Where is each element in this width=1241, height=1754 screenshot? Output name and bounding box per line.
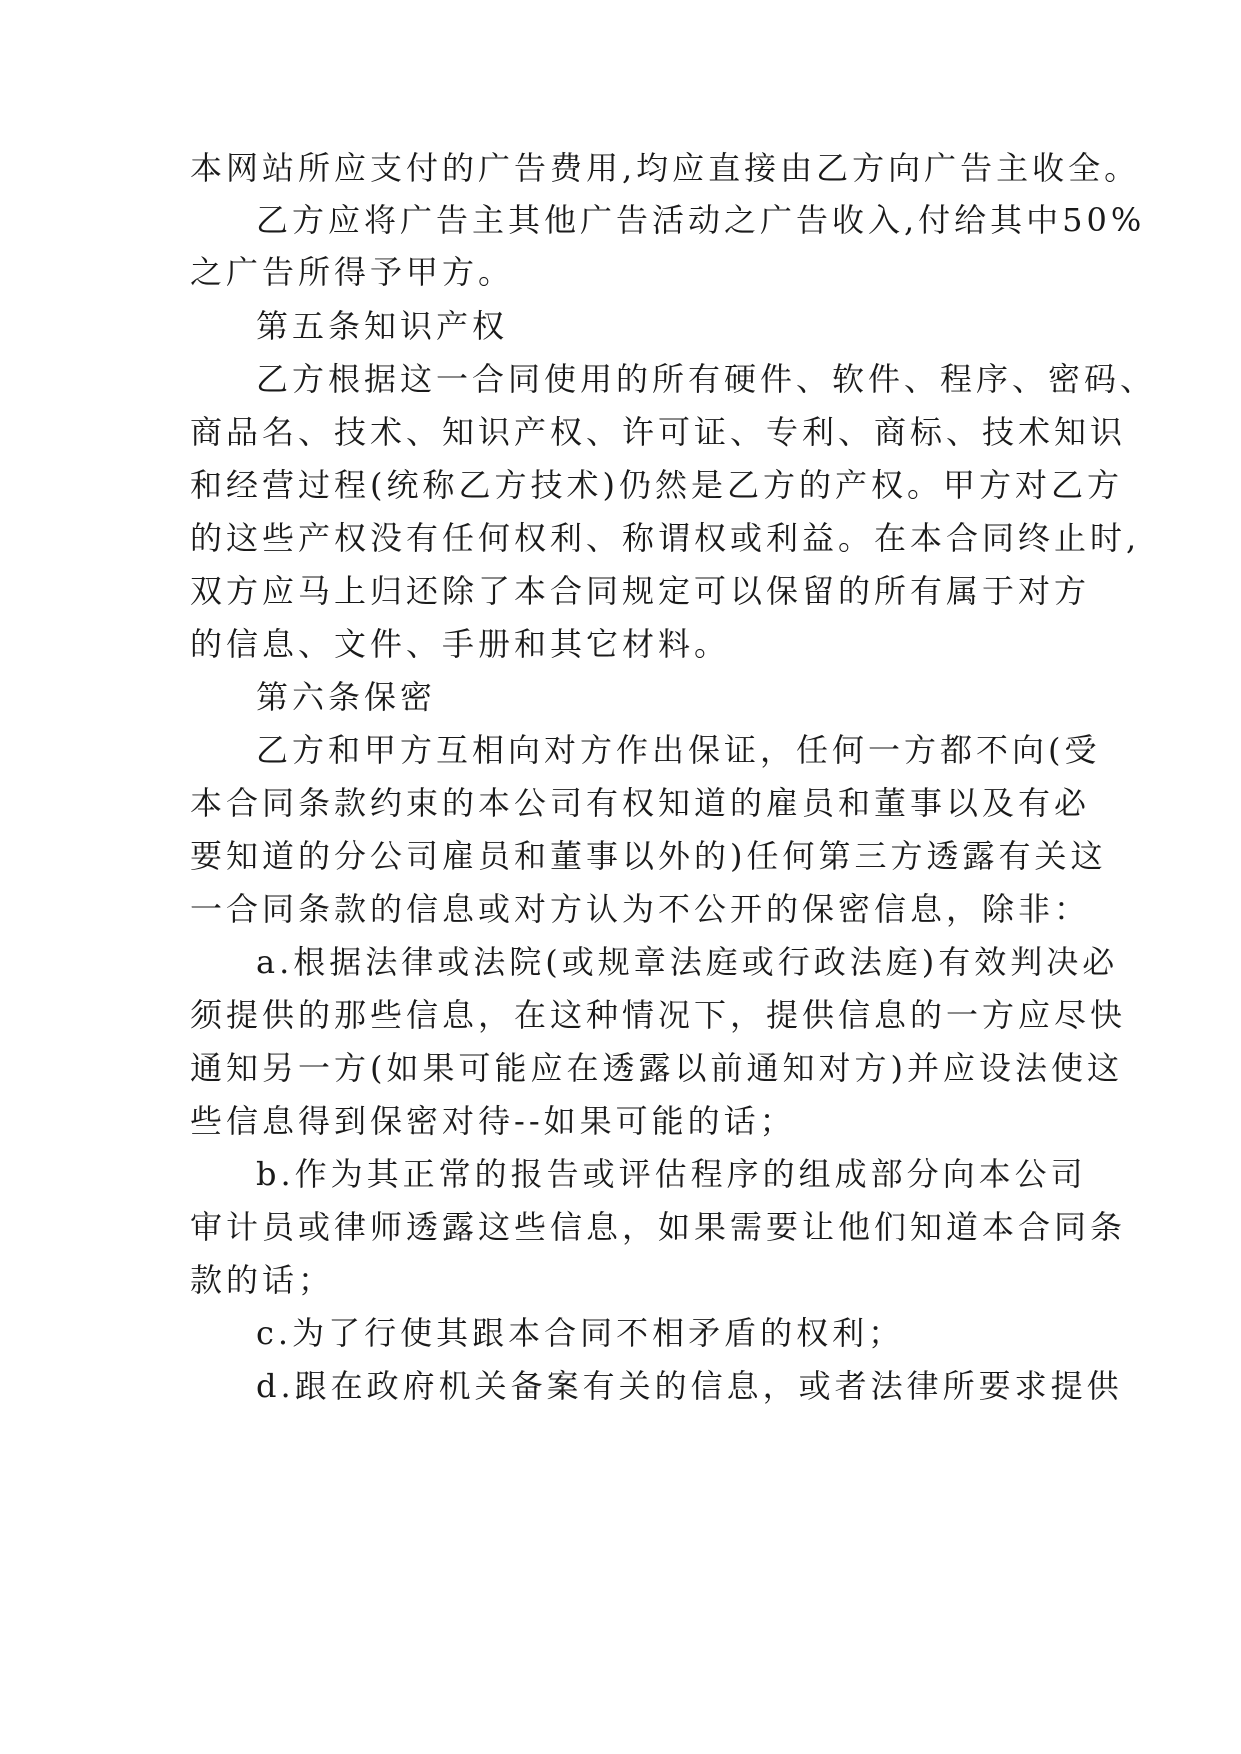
text-line: 乙方应将广告主其他广告活动之广告收入,付给其中50% xyxy=(256,201,1146,239)
list-item: b.作为其正常的报告或评估程序的组成部分向本公司 xyxy=(256,1155,1087,1193)
text-line: 审计员或律师透露这些信息，如果需要让他们知道本合同条 xyxy=(190,1208,1127,1246)
text-line: 的这些产权没有任何权利、称谓权或利益。在本合同终止时, xyxy=(190,519,1141,557)
text-line: 要知道的分公司雇员和董事以外的)任何第三方透露有关这 xyxy=(190,837,1107,875)
text-line: 一合同条款的信息或对方认为不公开的保密信息，除非： xyxy=(190,890,1091,928)
text-line: 之广告所得予甲方。 xyxy=(190,253,515,291)
text-line: 本网站所应支付的广告费用,均应直接由乙方向广告主收全。 xyxy=(190,149,1141,187)
text-line: 的信息、文件、手册和其它材料。 xyxy=(190,625,731,663)
text-line: 商品名、技术、知识产权、许可证、专利、商标、技术知识 xyxy=(190,413,1127,451)
list-item: a.根据法律或法院(或规章法庭或行政法庭)有效判决必 xyxy=(256,943,1119,981)
text-line: 通知另一方(如果可能应在透露以前通知对方)并应设法使这 xyxy=(190,1049,1123,1087)
text-line: 些信息得到保密对待--如果可能的话； xyxy=(190,1102,796,1140)
list-item: c.为了行使其跟本合同不相矛盾的权利； xyxy=(256,1314,905,1352)
text-line: 双方应马上归还除了本合同规定可以保留的所有属于对方 xyxy=(190,572,1091,610)
list-item: d.跟在政府机关备案有关的信息，或者法律所要求提供 xyxy=(256,1367,1123,1405)
text-line: 和经营过程(统称乙方技术)仍然是乙方的产权。甲方对乙方 xyxy=(190,466,1123,504)
text-line: 须提供的那些信息，在这种情况下，提供信息的一方应尽快 xyxy=(190,996,1127,1034)
text-line: 乙方根据这一合同使用的所有硬件、软件、程序、密码、 xyxy=(256,360,1157,398)
text-line: 本合同条款约束的本公司有权知道的雇员和董事以及有必 xyxy=(190,784,1091,822)
section-heading: 第五条知识产权 xyxy=(256,307,509,345)
section-heading: 第六条保密 xyxy=(256,678,437,716)
text-line: 款的话； xyxy=(190,1261,335,1299)
text-line: 乙方和甲方互相向对方作出保证，任何一方都不向(受 xyxy=(256,731,1101,769)
